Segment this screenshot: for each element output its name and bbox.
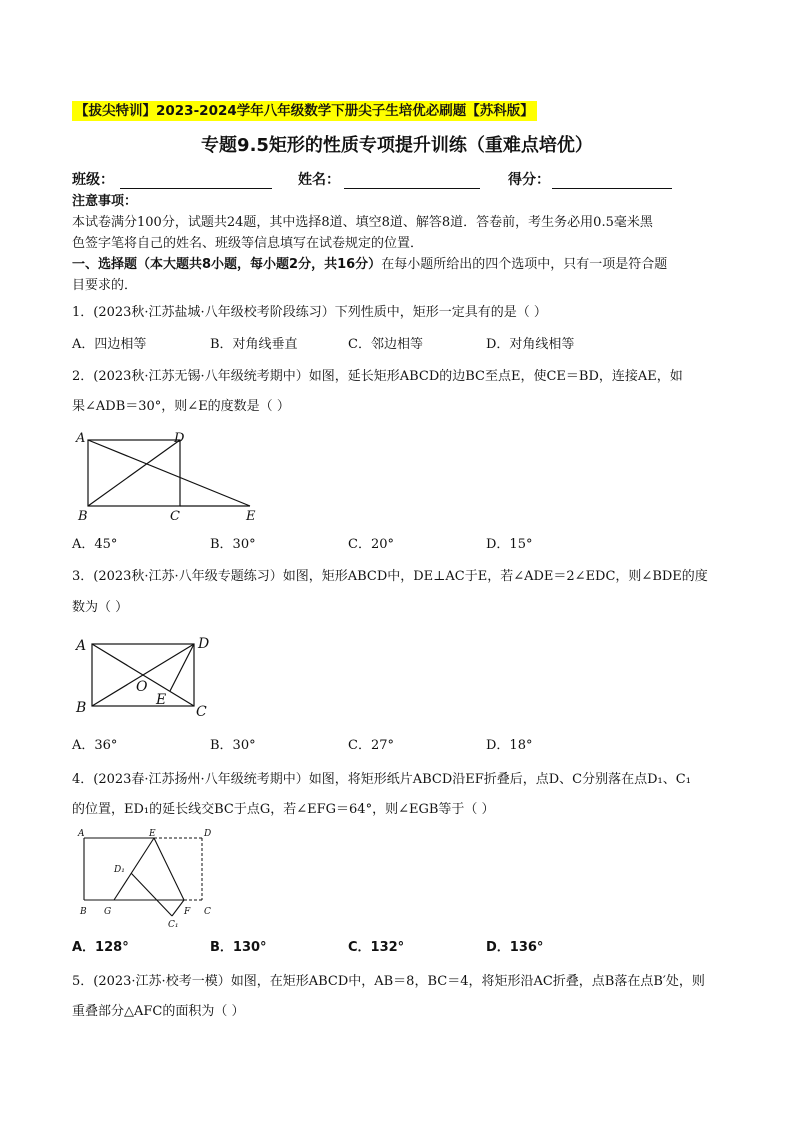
q3-option-b: B．30° [210, 738, 256, 753]
q4-label-a: A [78, 829, 85, 839]
q4-segment-d1c1 [131, 873, 172, 916]
figure-q4 [74, 826, 224, 930]
q4-label-d: D [204, 829, 212, 839]
score-blank [552, 188, 672, 189]
series-banner: 【拔尖特训】2023-2024学年八年级数学下册尖子生培优必刷题【苏科版】 [72, 101, 537, 121]
class-blank [120, 188, 272, 189]
q3-label-a: A [76, 638, 87, 654]
figure-q3 [70, 630, 230, 722]
q2-option-c: C．20° [348, 537, 394, 552]
page-title: 专题9.5矩形的性质专项提升训练（重难点培优） [201, 135, 593, 156]
question-5-text-2: 重叠部分△AFC的面积为（ ） [72, 1004, 245, 1019]
question-4-text-1: 4．(2023春·江苏扬州·八年级统考期中）如图，将矩形纸片ABCD沿EF折叠后，点D、C分别落在点D₁、C₁ [72, 772, 691, 787]
score-label: 得分： [508, 172, 550, 188]
q3-option-a: A．36° [72, 738, 118, 753]
q2-label-b: B [78, 509, 88, 524]
q2-option-a: A．45° [72, 537, 118, 552]
notice-heading: 注意事项： [72, 194, 138, 209]
section-heading-line-2: 目要求的． [72, 278, 138, 293]
class-label: 班级： [72, 172, 114, 188]
q2-label-a: A [76, 431, 86, 446]
figure-q2 [70, 428, 270, 524]
q4-option-d: D．136° [486, 940, 544, 955]
q4-label-g: G [104, 907, 112, 917]
q3-label-o: O [136, 679, 148, 695]
q4-label-e: E [149, 829, 156, 839]
q3-option-d: D．18° [486, 738, 533, 753]
q4-label-b: B [80, 907, 87, 917]
question-2-text-1: 2．(2023秋·江苏无锡·八年级统考期中）如图，延长矩形ABCD的边BC至点E，使CE＝BD，连接AE，如 [72, 369, 683, 384]
question-3-text-2: 数为（ ） [72, 600, 129, 615]
name-label: 姓名： [298, 172, 340, 188]
q4-option-b: B．130° [210, 940, 267, 955]
section-heading-bold: 一、选择题（本大题共8小题，每小题2分，共16分） [72, 257, 382, 272]
q2-label-c: C [170, 509, 180, 524]
question-1-text: 1．(2023秋·江苏盐城·八年级校考阶段练习）下列性质中，矩形一定具有的是（ ） [72, 305, 547, 320]
section-heading-rest: 在每小题所给出的四个选项中，只有一项是符合题 [381, 257, 668, 272]
notice-line-1: 本试卷满分100分，试题共24题，其中选择8道、填空8道、解答8道．答卷前，考生务必用0.5毫米黑 [72, 215, 653, 230]
q4-label-c: C [204, 907, 211, 917]
question-2-text-2: 果∠ADB＝30°，则∠E的度数是（ ） [72, 399, 290, 414]
q2-segment-ae [88, 440, 250, 506]
q3-option-c: C．27° [348, 738, 394, 753]
q1-option-d: D．对角线相等 [486, 337, 575, 352]
q4-label-f: F [184, 907, 191, 917]
q1-option-a: A．四边相等 [72, 337, 147, 352]
q2-diagonal-bd [88, 440, 180, 506]
q4-fold-ef [154, 838, 184, 900]
q2-option-b: B．30° [210, 537, 256, 552]
q2-label-d: D [174, 431, 185, 446]
q4-option-c: C．132° [348, 940, 405, 955]
q3-label-b: B [76, 700, 87, 716]
q1-option-c: C．邻边相等 [348, 337, 423, 352]
question-5-text-1: 5．(2023·江苏·校考一模）如图，在矩形ABCD中，AB＝8，BC＝4，将矩形沿AC折叠，点B落在点B′处，则 [72, 974, 705, 989]
question-4-text-2: 的位置，ED₁的延长线交BC于点G，若∠EFG＝64°，则∠EGB等于（ ） [72, 802, 495, 817]
q1-option-b: B．对角线垂直 [210, 337, 298, 352]
q3-label-d: D [198, 636, 210, 652]
section-heading [72, 255, 667, 275]
q4-label-c1: C₁ [168, 920, 179, 930]
q2-option-d: D．15° [486, 537, 533, 552]
name-blank [344, 188, 480, 189]
q3-label-c: C [196, 704, 207, 720]
question-3-text-1: 3．(2023秋·江苏·八年级专题练习）如图，矩形ABCD中，DE⊥AC于E，若∠ADE＝2∠EDC，则∠BDE的度 [72, 569, 708, 584]
notice-line-2: 色签字笔将自己的姓名、班级等信息填写在试卷规定的位置． [72, 236, 424, 251]
q2-label-e: E [246, 509, 256, 524]
q4-label-d1: D₁ [114, 865, 125, 875]
q4-option-a: A．128° [72, 940, 129, 955]
q3-label-e: E [156, 692, 167, 708]
q4-segment-c1f [172, 900, 184, 916]
